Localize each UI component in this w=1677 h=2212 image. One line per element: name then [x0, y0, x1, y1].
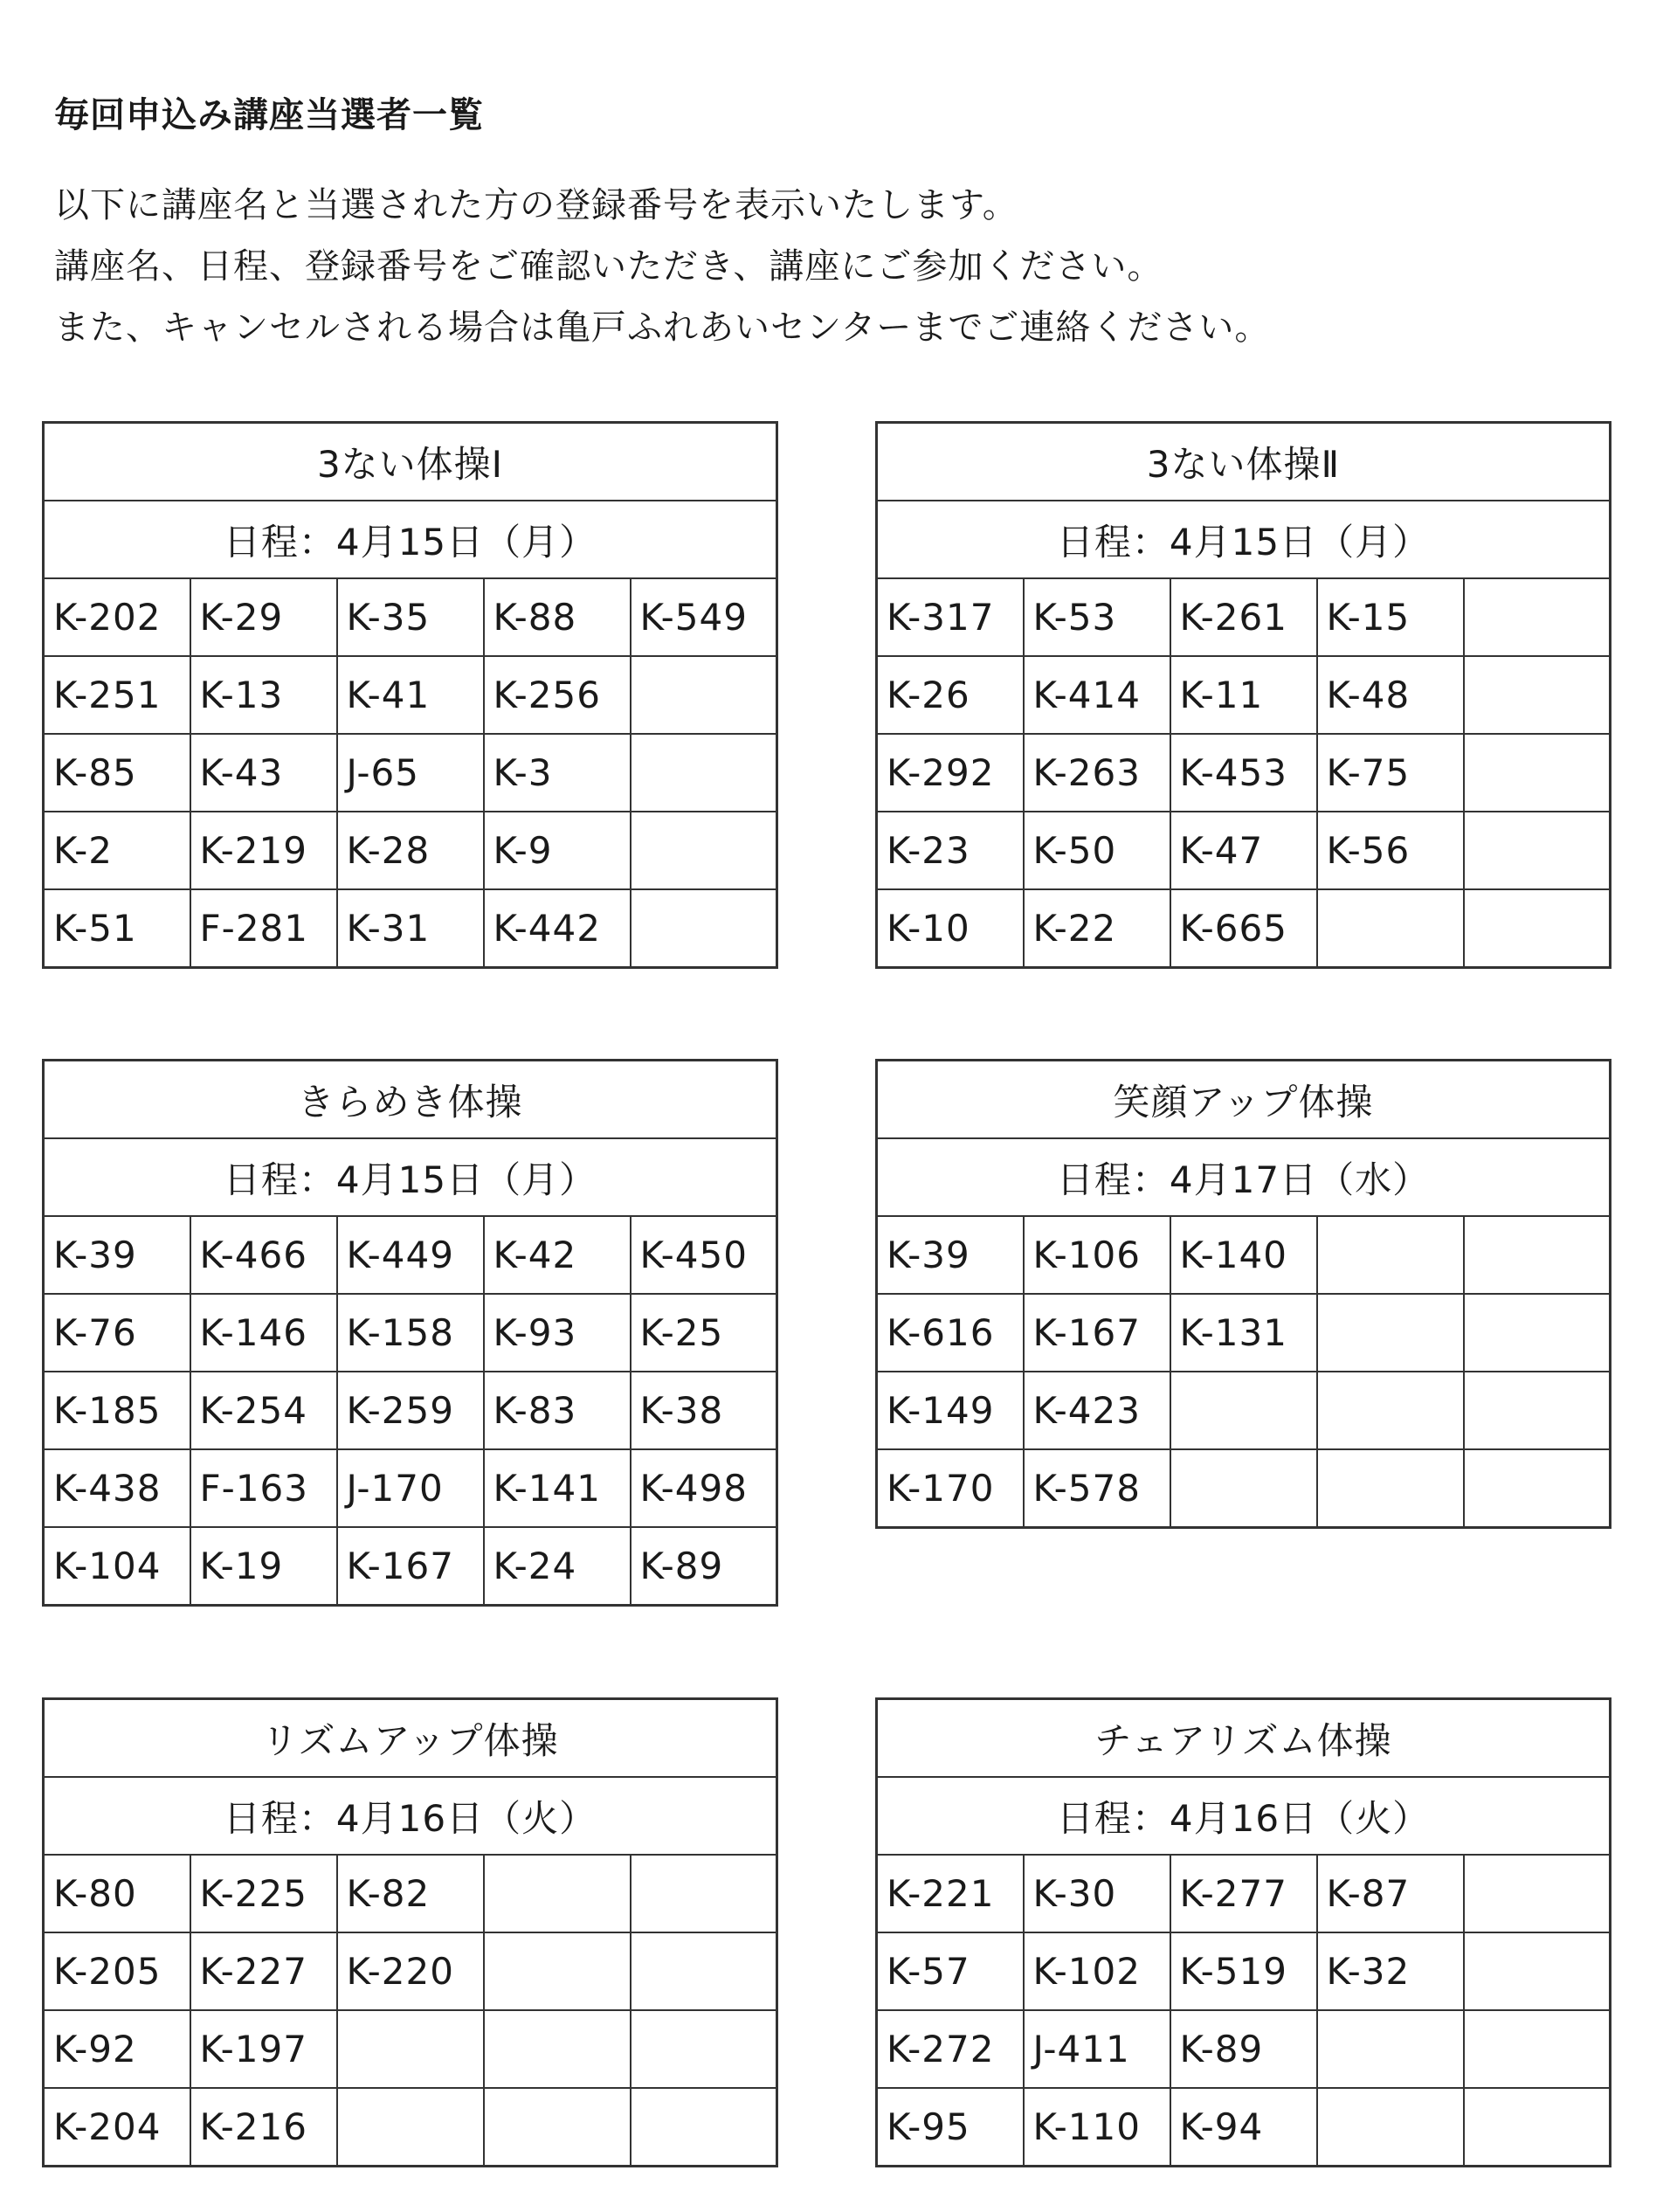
registration-number-cell: K-449: [337, 1216, 484, 1294]
registration-number-cell: K-10: [877, 889, 1024, 968]
course-name: 笑顔アップ体操: [877, 1061, 1611, 1139]
registration-number-cell: K-51: [44, 889, 190, 968]
table-row: [44, 889, 777, 968]
registration-number-cell: K-167: [1024, 1294, 1170, 1372]
table-row: [44, 2010, 777, 2088]
registration-number-cell: [631, 2088, 777, 2167]
table-row: [877, 2088, 1611, 2167]
registration-number-cell: [1464, 1372, 1611, 1449]
table-row: [44, 812, 777, 889]
registration-number-cell: K-102: [1024, 1932, 1170, 2010]
registration-number-cell: [1464, 1449, 1611, 1528]
course-table-chair-rhythm: [875, 1697, 1611, 2167]
table-row: [877, 1216, 1611, 1294]
registration-number-cell: K-41: [337, 656, 484, 734]
registration-number-cell: [1464, 2088, 1611, 2167]
registration-number-cell: K-104: [44, 1527, 190, 1606]
registration-number-cell: K-256: [484, 656, 631, 734]
registration-number-cell: K-80: [44, 1855, 190, 1932]
registration-number-cell: K-110: [1024, 2088, 1170, 2167]
registration-number-cell: K-47: [1170, 812, 1317, 889]
registration-number-cell: K-272: [877, 2010, 1024, 2088]
registration-number-cell: K-38: [631, 1372, 777, 1449]
registration-number-cell: K-13: [190, 656, 337, 734]
registration-number-cell: F-281: [190, 889, 337, 968]
registration-number-cell: [1317, 1372, 1464, 1449]
registration-number-cell: K-56: [1317, 812, 1464, 889]
course-name: きらめき体操: [44, 1061, 777, 1139]
registration-number-cell: K-149: [877, 1372, 1024, 1449]
table-row: [44, 2088, 777, 2167]
registration-number-cell: [631, 812, 777, 889]
registration-number-cell: [1317, 1216, 1464, 1294]
registration-number-cell: K-30: [1024, 1855, 1170, 1932]
registration-number-cell: K-185: [44, 1372, 190, 1449]
registration-number-cell: K-50: [1024, 812, 1170, 889]
table-row: [44, 1294, 777, 1372]
registration-number-cell: K-22: [1024, 889, 1170, 968]
course-table-3nai-2: [875, 421, 1611, 969]
course-table-kirameki: [42, 1059, 778, 1607]
table-row: [877, 656, 1611, 734]
registration-number-cell: K-317: [877, 578, 1024, 656]
registration-number-cell: K-39: [44, 1216, 190, 1294]
registration-number-cell: K-216: [190, 2088, 337, 2167]
registration-number-cell: [631, 2010, 777, 2088]
registration-number-cell: F-163: [190, 1449, 337, 1527]
registration-number-cell: K-498: [631, 1449, 777, 1527]
registration-number-cell: K-75: [1317, 734, 1464, 812]
registration-number-cell: K-11: [1170, 656, 1317, 734]
registration-number-cell: K-616: [877, 1294, 1024, 1372]
registration-number-cell: K-263: [1024, 734, 1170, 812]
course-schedule: 日程：4月15日（月）: [877, 501, 1611, 578]
registration-number-cell: [1464, 1294, 1611, 1372]
table-row: [44, 1855, 777, 1932]
registration-number-cell: [631, 656, 777, 734]
registration-number-cell: [1317, 889, 1464, 968]
registration-number-cell: K-450: [631, 1216, 777, 1294]
table-row: [877, 578, 1611, 656]
course-schedule: 日程：4月15日（月）: [44, 1138, 777, 1216]
registration-number-cell: K-9: [484, 812, 631, 889]
table-row: [877, 889, 1611, 968]
course-schedule: 日程：4月16日（火）: [877, 1777, 1611, 1855]
registration-number-cell: [1317, 2088, 1464, 2167]
registration-number-cell: K-261: [1170, 578, 1317, 656]
registration-number-cell: [1464, 1932, 1611, 2010]
registration-number-cell: K-83: [484, 1372, 631, 1449]
registration-number-cell: K-92: [44, 2010, 190, 2088]
table-row: [44, 578, 777, 656]
registration-number-cell: K-259: [337, 1372, 484, 1449]
registration-number-cell: [1464, 578, 1611, 656]
registration-number-cell: [1464, 656, 1611, 734]
registration-number-cell: K-202: [44, 578, 190, 656]
registration-number-cell: K-94: [1170, 2088, 1317, 2167]
table-row: [877, 1932, 1611, 2010]
registration-number-cell: K-93: [484, 1294, 631, 1372]
registration-number-cell: K-95: [877, 2088, 1024, 2167]
registration-number-cell: K-225: [190, 1855, 337, 1932]
intro-line: 以下に講座名と当選された方の登録番号を表示いたします。: [54, 185, 1018, 225]
registration-number-cell: K-292: [877, 734, 1024, 812]
registration-number-cell: K-28: [337, 812, 484, 889]
table-row: [877, 1449, 1611, 1528]
course-schedule: 日程：4月17日（水）: [877, 1138, 1611, 1216]
course-name: リズムアップ体操: [44, 1699, 777, 1778]
registration-number-cell: K-141: [484, 1449, 631, 1527]
registration-number-cell: [484, 2088, 631, 2167]
registration-number-cell: [337, 2088, 484, 2167]
registration-number-cell: K-466: [190, 1216, 337, 1294]
registration-number-cell: [631, 1855, 777, 1932]
registration-number-cell: K-48: [1317, 656, 1464, 734]
registration-number-cell: [484, 1855, 631, 1932]
registration-number-cell: K-220: [337, 1932, 484, 2010]
registration-number-cell: K-254: [190, 1372, 337, 1449]
document-title: 毎回申込み講座当選者一覧: [54, 95, 484, 135]
registration-number-cell: K-89: [1170, 2010, 1317, 2088]
registration-number-cell: K-39: [877, 1216, 1024, 1294]
registration-number-cell: J-170: [337, 1449, 484, 1527]
registration-number-cell: [631, 734, 777, 812]
table-row: [877, 1294, 1611, 1372]
registration-number-cell: K-227: [190, 1932, 337, 2010]
registration-number-cell: K-131: [1170, 1294, 1317, 1372]
registration-number-cell: K-3: [484, 734, 631, 812]
registration-number-cell: K-53: [1024, 578, 1170, 656]
registration-number-cell: K-26: [877, 656, 1024, 734]
registration-number-cell: K-665: [1170, 889, 1317, 968]
registration-number-cell: [1317, 1449, 1464, 1528]
registration-number-cell: [484, 1932, 631, 2010]
registration-number-cell: K-85: [44, 734, 190, 812]
registration-number-cell: K-15: [1317, 578, 1464, 656]
registration-number-cell: [631, 1932, 777, 2010]
registration-number-cell: K-423: [1024, 1372, 1170, 1449]
registration-number-cell: K-277: [1170, 1855, 1317, 1932]
table-row: [877, 1372, 1611, 1449]
registration-number-cell: K-140: [1170, 1216, 1317, 1294]
registration-number-cell: [1170, 1449, 1317, 1528]
registration-number-cell: K-519: [1170, 1932, 1317, 2010]
registration-number-cell: K-219: [190, 812, 337, 889]
intro-text: [54, 175, 1270, 358]
intro-line: 講座名、日程、登録番号をご確認いただき、講座にご参加ください。: [54, 246, 1163, 287]
registration-number-cell: K-106: [1024, 1216, 1170, 1294]
registration-number-cell: [1464, 1855, 1611, 1932]
registration-number-cell: K-43: [190, 734, 337, 812]
registration-number-cell: K-146: [190, 1294, 337, 1372]
table-row: [44, 734, 777, 812]
registration-number-cell: K-578: [1024, 1449, 1170, 1528]
table-row: [877, 1855, 1611, 1932]
registration-number-cell: K-88: [484, 578, 631, 656]
registration-number-cell: K-31: [337, 889, 484, 968]
registration-number-cell: J-411: [1024, 2010, 1170, 2088]
registration-number-cell: K-442: [484, 889, 631, 968]
registration-number-cell: K-251: [44, 656, 190, 734]
registration-number-cell: [337, 2010, 484, 2088]
registration-number-cell: [1317, 1294, 1464, 1372]
registration-number-cell: J-65: [337, 734, 484, 812]
registration-number-cell: K-204: [44, 2088, 190, 2167]
registration-number-cell: K-32: [1317, 1932, 1464, 2010]
registration-number-cell: [1317, 2010, 1464, 2088]
table-row: [877, 2010, 1611, 2088]
registration-number-cell: [1464, 1216, 1611, 1294]
registration-number-cell: [1464, 889, 1611, 968]
registration-number-cell: [1464, 734, 1611, 812]
registration-number-cell: K-549: [631, 578, 777, 656]
registration-number-cell: [1170, 1372, 1317, 1449]
registration-number-cell: K-19: [190, 1527, 337, 1606]
registration-number-cell: K-170: [877, 1449, 1024, 1528]
registration-number-cell: K-197: [190, 2010, 337, 2088]
registration-number-cell: K-82: [337, 1855, 484, 1932]
registration-number-cell: K-25: [631, 1294, 777, 1372]
table-row: [877, 812, 1611, 889]
registration-number-cell: K-87: [1317, 1855, 1464, 1932]
course-name: 3ない体操Ⅱ: [877, 423, 1611, 501]
registration-number-cell: K-453: [1170, 734, 1317, 812]
registration-number-cell: K-205: [44, 1932, 190, 2010]
registration-number-cell: K-2: [44, 812, 190, 889]
registration-number-cell: K-35: [337, 578, 484, 656]
table-row: [44, 1372, 777, 1449]
registration-number-cell: K-438: [44, 1449, 190, 1527]
table-row: [44, 1527, 777, 1606]
registration-number-cell: K-158: [337, 1294, 484, 1372]
course-table-3nai-1: [42, 421, 778, 969]
course-name: 3ない体操Ⅰ: [44, 423, 777, 501]
table-row: [877, 734, 1611, 812]
course-table-rhythm-up: [42, 1697, 778, 2167]
course-name: チェアリズム体操: [877, 1699, 1611, 1778]
registration-number-cell: K-42: [484, 1216, 631, 1294]
registration-number-cell: K-414: [1024, 656, 1170, 734]
registration-number-cell: K-23: [877, 812, 1024, 889]
table-row: [44, 656, 777, 734]
registration-number-cell: K-167: [337, 1527, 484, 1606]
registration-number-cell: [1464, 812, 1611, 889]
registration-number-cell: K-221: [877, 1855, 1024, 1932]
course-schedule: 日程：4月15日（月）: [44, 501, 777, 578]
registration-number-cell: K-57: [877, 1932, 1024, 2010]
registration-number-cell: [631, 889, 777, 968]
registration-number-cell: K-29: [190, 578, 337, 656]
registration-number-cell: K-89: [631, 1527, 777, 1606]
table-row: [44, 1216, 777, 1294]
course-schedule: 日程：4月16日（火）: [44, 1777, 777, 1855]
registration-number-cell: K-24: [484, 1527, 631, 1606]
registration-number-cell: [1464, 2010, 1611, 2088]
table-row: [44, 1449, 777, 1527]
table-row: [44, 1932, 777, 2010]
registration-number-cell: K-76: [44, 1294, 190, 1372]
course-table-egao-up: [875, 1059, 1611, 1529]
registration-number-cell: [484, 2010, 631, 2088]
intro-line: また、キャンセルされる場合は亀戸ふれあいセンターまでご連絡ください。: [54, 308, 1271, 348]
